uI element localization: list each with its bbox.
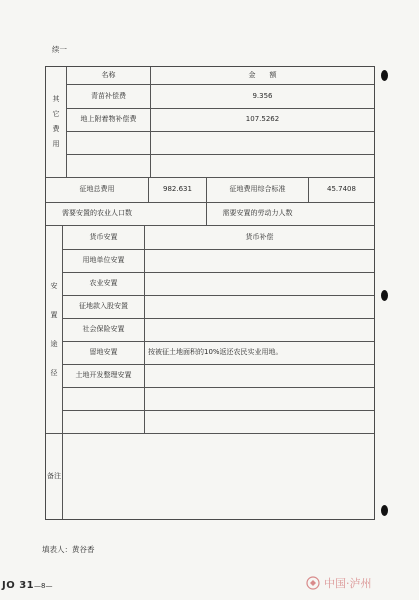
resettlement-detail — [145, 319, 374, 341]
group-label-char: 安 — [50, 281, 58, 290]
fee-name: 青苗补偿费 — [91, 91, 126, 100]
binding-hole-mark — [381, 505, 388, 516]
group-label-char: 径 — [50, 368, 58, 377]
resettlement-method: 货币安置 — [89, 232, 118, 241]
labor-count-label: 需要安置的劳动力人数 — [222, 209, 293, 218]
resettlement-detail: 按被征土地面积的10%返还农民实业用地。 — [148, 348, 283, 357]
cost-standard-value: 45.7408 — [327, 185, 356, 194]
column-header-name: 名称 — [101, 70, 116, 79]
binding-hole-mark — [381, 70, 388, 81]
seal-icon — [306, 576, 320, 590]
resettlement-detail — [145, 296, 374, 318]
agri-population-value — [149, 203, 206, 225]
group-label-char: 用 — [52, 140, 60, 148]
resettlement-method — [63, 388, 144, 410]
continued-label: 续一 — [52, 45, 67, 54]
page-number: JO 31 — [2, 580, 35, 591]
watermark-text: 中国·泸州 — [324, 577, 372, 590]
group-label-char: 途 — [50, 339, 58, 348]
resettlement-method — [63, 411, 144, 433]
binding-hole-mark — [381, 290, 388, 301]
resettlement-group-label — [46, 226, 62, 433]
fee-amount — [151, 155, 374, 177]
resettlement-detail: 货币补偿 — [245, 232, 274, 241]
group-label-char: 其 — [52, 95, 60, 103]
group-label-char: 它 — [52, 110, 60, 118]
fee-amount: 9.356 — [252, 91, 273, 100]
remarks-value — [63, 434, 374, 519]
watermark — [306, 572, 414, 594]
resettlement-detail — [145, 273, 374, 295]
form-filler: 填表人：黄谷香 — [42, 545, 95, 554]
group-label-char: 置 — [50, 310, 58, 319]
resettlement-detail — [145, 365, 374, 387]
resettlement-method: 留地安置 — [89, 348, 118, 357]
cost-standard-label: 征地费用综合标准 — [229, 185, 286, 194]
agri-population-label: 需要安置的农业人口数 — [62, 209, 132, 218]
fee-amount — [151, 132, 374, 154]
fee-name: 地上附着物补偿费 — [80, 115, 137, 124]
resettlement-method: 社会保险安置 — [82, 325, 125, 334]
page-mark: —8— — [34, 582, 53, 590]
resettlement-detail — [145, 250, 374, 272]
resettlement-method: 土地开发整理安置 — [75, 371, 132, 380]
labor-count-value — [309, 203, 374, 225]
land-acquisition-table — [45, 66, 375, 520]
fee-name — [67, 132, 150, 154]
total-cost-value: 982.631 — [163, 185, 192, 194]
total-cost-label: 征地总费用 — [79, 185, 115, 194]
resettlement-method: 农业安置 — [89, 279, 118, 288]
resettlement-detail — [145, 388, 374, 410]
column-header-amount: 金 额 — [248, 70, 277, 79]
other-fees-group-label — [46, 67, 66, 177]
resettlement-detail — [145, 411, 374, 433]
resettlement-method: 征地款入股安置 — [79, 302, 128, 311]
fee-name — [67, 155, 150, 177]
group-label-char: 费 — [52, 125, 60, 133]
remarks-label: 备注 — [47, 471, 61, 480]
fee-amount: 107.5262 — [245, 115, 280, 124]
resettlement-method: 用地单位安置 — [82, 256, 125, 265]
